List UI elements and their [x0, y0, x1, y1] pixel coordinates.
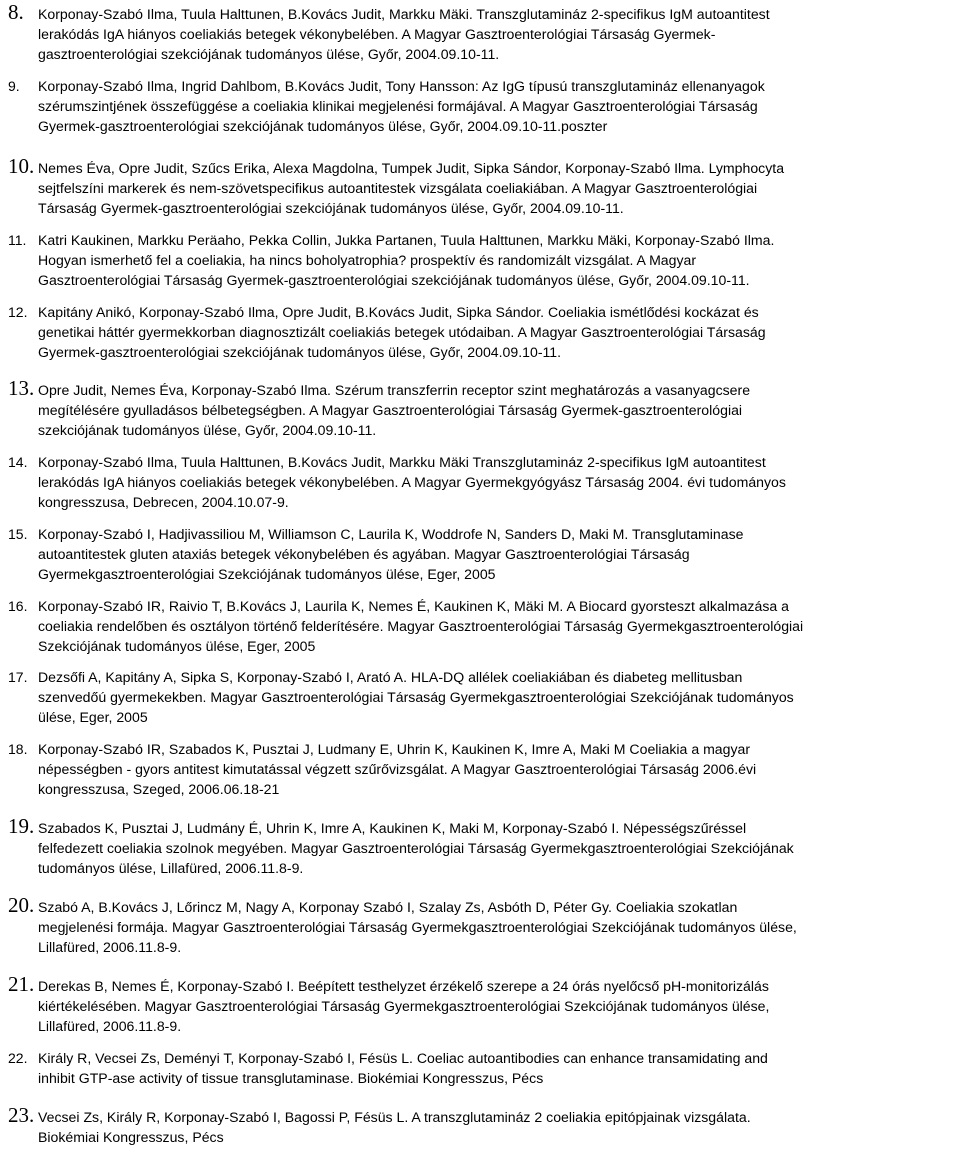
reference-line: felfedezett coeliakia szolnok megyében. Magyar Gasztroenterológiai Társaság Gyermekgasztroenterológiai Szekciójának: [38, 840, 794, 857]
reference-line: Szabados K, Pusztai J, Ludmány É, Uhrin K, Imre A, Kaukinen K, Maki M, Korponay-Szabó I. Népességszűréssel: [38, 820, 747, 836]
reference-number: 12.: [8, 304, 28, 320]
reference-line: szérumszintjének összefüggése a coeliakia klinikai megjelenési formájával. A Magyar Gasztroenterológiai Társaság: [38, 98, 758, 115]
reference-number: 17.: [8, 669, 28, 685]
reference-line: Korponay-Szabó I, Hadjivassiliou M, Williamson C, Laurila K, Woddrofe N, Sanders D, Maki M. Transglutaminase: [38, 526, 744, 542]
reference-number: 10.: [8, 154, 35, 178]
reference-text: [38, 4, 954, 65]
reference-text: [38, 380, 954, 441]
reference-text: [38, 302, 954, 363]
reference-line: Kapitány Anikó, Korponay-Szabó Ilma, Opre Judit, B.Kovács Judit, Sipka Sándor. Coeliakia ismétlődési kockázat és: [38, 304, 759, 320]
reference-number: 22.: [8, 1050, 28, 1066]
reference-line: Gyermek-gasztroenterológiai szekciójának tudományos ülése, Győr, 2004.09.10-11.poszter: [38, 118, 608, 135]
reference-line: kongresszusa, Szeged, 2006.06.18-21: [38, 781, 280, 798]
reference-line: megjelenési formája. Magyar Gasztroenterológiai Társaság Gyermekgasztroenterológiai Szekciójának tudományos ülése,: [38, 919, 797, 936]
reference-number: 23.: [8, 1103, 35, 1127]
reference-text: [38, 976, 954, 1037]
reference-line: Hogyan ismerhető fel a coeliakia, ha nincs boholyatrophia? prospektív és randomizált vizsgálat. A Magyar: [38, 252, 697, 269]
reference-line: Korponay-Szabó Ilma, Tuula Halttunen, B.Kovács Judit, Markku Mäki Transzglutamináz 2-specifikus IgM autoantitest: [38, 454, 766, 470]
reference-number: 21.: [8, 972, 35, 996]
reference-line: lerakódás IgA hiányos coeliakiás betegek vékonybelében. A Magyar Gyermekgyógyász Társaság 2004. évi tudományos: [38, 474, 786, 491]
reference-line: Katri Kaukinen, Markku Peräaho, Pekka Collin, Jukka Partanen, Tuula Halttunen, Markku Mäki, Korponay-Szabó Ilma.: [38, 232, 775, 248]
reference-text: [38, 739, 954, 800]
reference-line: lerakódás IgA hiányos coeliakiás betegek vékonybelében. A Magyar Gasztroenterológiai Társaság Gyermek-: [38, 26, 716, 43]
reference-number: 15.: [8, 526, 28, 542]
reference-text: [38, 452, 954, 513]
reference-line: sejtfelszíni markerek és nem-szövetspecifikus autoantitestek vizsgálata coeliakiában. A Magyar Gasztroenterológiai: [38, 180, 758, 197]
reference-number: 18.: [8, 741, 28, 757]
reference-number: 14.: [8, 454, 28, 470]
reference-line: Dezsőfi A, Kapitány A, Sipka S, Korponay-Szabó I, Arató A. HLA-DQ allélek coeliakiában és diabeteg mellitusban: [38, 669, 743, 685]
reference-line: népességben - gyors antitest kimutatással végzett szűrővizsgálat. A Magyar Gasztroenterológiai Társaság 2006.évi: [38, 761, 757, 778]
reference-line: szenvedőú gyermekekben. Magyar Gasztroenterológiai Társaság Gyermekgasztroenterológiai Szekciójának tudományos: [38, 689, 794, 706]
reference-line: Gyermekgasztroenterológiai Szekciójának tudományos ülése, Eger, 2005: [38, 566, 496, 583]
reference-line: autoantitestek gluten ataxiás betegek vékonybelében és agyában. Magyar Gasztroenterológiai Társaság: [38, 546, 690, 563]
reference-line: Korponay-Szabó IR, Raivio T, B.Kovács J, Laurila K, Nemes É, Kaukinen K, Mäki M. A Biocard gyorsteszt alkalmazása a: [38, 598, 789, 614]
reference-line: Gyermek-gasztroenterológiai szekciójának tudományos ülése, Győr, 2004.09.10-11.: [38, 344, 562, 361]
reference-line: Szabó A, B.Kovács J, Lőrincz M, Nagy A, Korponay Szabó I, Szalay Zs, Asbóth D, Péter Gy. Coeliakia szokatlan: [38, 899, 738, 915]
reference-line: szekciójának tudományos ülése, Győr, 2004.09.10-11.: [38, 422, 377, 439]
reference-line: Király R, Vecsei Zs, Deményi T, Korponay-Szabó I, Fésüs L. Coeliac autoantibodies can enhance transamidating and: [38, 1050, 768, 1066]
reference-number: 11.: [8, 232, 27, 248]
reference-line: gasztroenterológiai szekciójának tudományos ülése, Győr, 2004.09.10-11.: [38, 46, 500, 63]
reference-text: [38, 158, 954, 219]
reference-line: Gasztroenterológiai Társaság Gyermek-gasztroenterológiai szekciójának tudományos ülése, Győr, 2004.09.10-11.: [38, 272, 750, 289]
reference-line: Vecsei Zs, Király R, Korponay-Szabó I, Bagossi P, Fésüs L. A transzglutamináz 2 coeliakia epitópjainak vizsgálata.: [38, 1109, 751, 1125]
reference-line: Korponay-Szabó Ilma, Tuula Halttunen, B.Kovács Judit, Markku Mäki. Transzglutamináz 2-specifikus IgM autoantitest: [38, 6, 770, 22]
reference-line: Szekciójának tudományos ülése, Eger, 2005: [38, 638, 316, 655]
reference-line: coeliakia rendelőben és osztályon történő felderítésére. Magyar Gasztroenterológiai Társaság Gyermekgasztroenterológiai: [38, 618, 804, 635]
reference-text: [38, 76, 954, 137]
reference-line: kiértékelésében. Magyar Gasztroenterológiai Társaság Gyermekgasztroenterológiai Szekciójának tudományos ülése,: [38, 998, 770, 1015]
reference-text: [38, 1048, 954, 1088]
reference-number: 20.: [8, 893, 35, 917]
reference-text: [38, 524, 954, 585]
reference-line: inhibit GTP-ase activity of tissue transglutaminase. Biokémiai Kongresszus, Pécs: [38, 1070, 544, 1087]
reference-text: [38, 667, 954, 728]
reference-line: kongresszusa, Debrecen, 2004.10.07-9.: [38, 494, 289, 511]
reference-line: Korponay-Szabó Ilma, Ingrid Dahlbom, B.Kovács Judit, Tony Hansson: Az IgG típusú transzglutamináz ellenanyagok: [38, 78, 765, 94]
reference-line: Opre Judit, Nemes Éva, Korponay-Szabó Ilma. Szérum transzferrin receptor szint meghatározás a vasanyagcsere: [38, 382, 751, 398]
reference-line: Derekas B, Nemes É, Korponay-Szabó I. Beépített testhelyzet érzékelő szerepe a 24 órás nyelőcső pH-monitorizálás: [38, 978, 769, 994]
reference-line: Lillafüred, 2006.11.8-9.: [38, 1018, 182, 1035]
reference-text: [38, 897, 954, 958]
reference-number: 9.: [8, 78, 20, 94]
reference-text: [38, 818, 954, 879]
reference-number: 13.: [8, 376, 35, 400]
reference-line: Nemes Éva, Opre Judit, Szűcs Erika, Alexa Magdolna, Tumpek Judit, Sipka Sándor, Korponay-Szabó Ilma. Lymphocyta: [38, 160, 785, 176]
reference-number: 16.: [8, 598, 28, 614]
reference-line: megítélésére gyulladásos bélbetegségben. A Magyar Gasztroenterológiai Társaság Gyermek-gasztroenterológiai: [38, 402, 743, 419]
reference-line: Korponay-Szabó IR, Szabados K, Pusztai J, Ludmany E, Uhrin K, Kaukinen K, Imre A, Maki M Coeliakia a magyar: [38, 741, 751, 757]
reference-line: Biokémiai Kongresszus, Pécs: [38, 1129, 224, 1146]
reference-line: ülése, Eger, 2005: [38, 709, 148, 726]
reference-line: genetikai háttér gyermekkorban diagnosztizált coeliakiás betegek utódaiban. A Magyar Gasztroenterológiai Társaság: [38, 324, 766, 341]
reference-text: [38, 230, 954, 291]
reference-number: 8.: [8, 0, 24, 24]
reference-line: tudományos ülése, Lillafüred, 2006.11.8-9.: [38, 860, 304, 877]
reference-text: [38, 596, 954, 657]
reference-text: [38, 1107, 954, 1147]
reference-number: 19.: [8, 814, 35, 838]
reference-line: Társaság Gyermek-gasztroenterológiai szekciójának tudományos ülése, Győr, 2004.09.10-11.: [38, 200, 624, 217]
reference-line: Lillafüred, 2006.11.8-9.: [38, 939, 182, 956]
